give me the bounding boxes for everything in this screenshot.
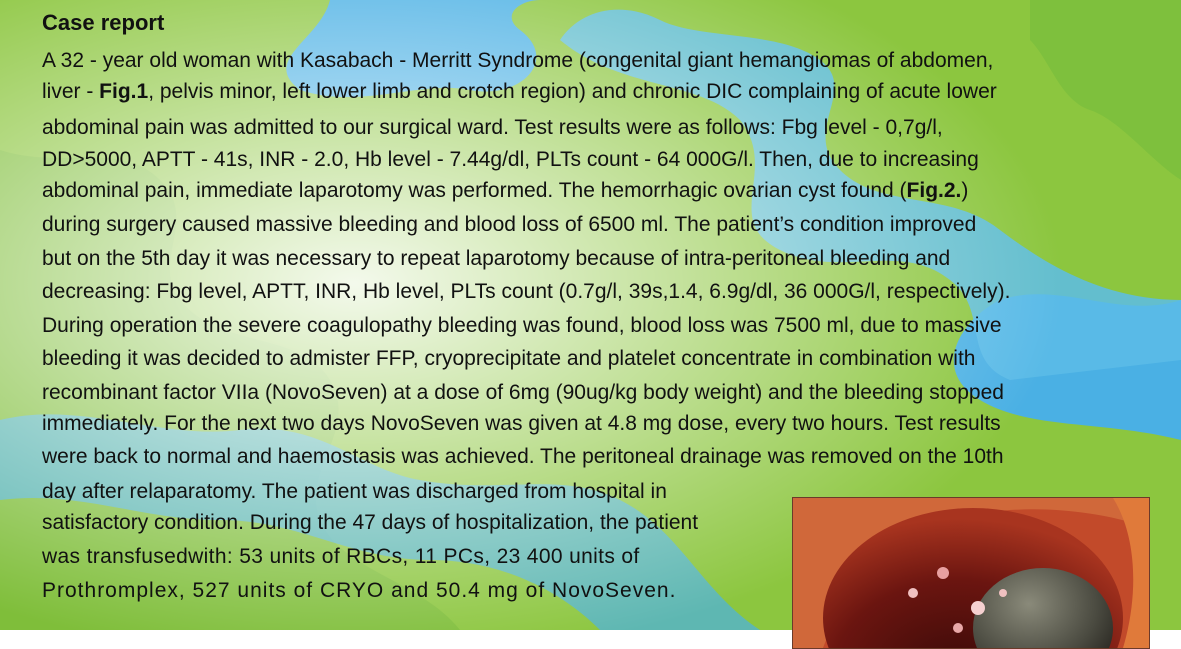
text-line: bleeding it was decided to admister FFP, cryoprecipitate and platelet concentrate in combination with <box>42 347 976 370</box>
text-line: During operation the severe coagulopathy bleeding was found, blood loss was 7500 ml, due to massive <box>42 314 1002 337</box>
text-line: but on the 5th day it was necessary to repeat laparotomy because of intra-peritoneal bleeding and <box>42 247 951 270</box>
text-line: decreasing: Fbg level, APTT, INR, Hb level, PLTs count (0.7g/l, 39s,1.4, 6.9g/dl, 36 000G/l, respectively). <box>42 280 1011 303</box>
tissue-spot <box>971 601 985 615</box>
figure-reference: Fig.2. <box>906 179 962 202</box>
text-line: abdominal pain, immediate laparotomy was performed. The hemorrhagic ovarian cyst found (Fig.2.) <box>42 179 969 202</box>
text-line: during surgery caused massive bleeding and blood loss of 6500 ml. The patient’s condition improved <box>42 213 977 236</box>
surgical-photo <box>792 497 1150 649</box>
text-line: was transfusedwith: 53 units of RBCs, 11 PCs, 23 400 units of <box>42 545 640 568</box>
tissue-spot <box>937 567 949 579</box>
text-line: recombinant factor VIIa (NovoSeven) at a dose of 6mg (90ug/kg body weight) and the bleeding stopped <box>42 381 1004 404</box>
text-line: Prothromplex, 527 units of CRYO and 50.4 mg of NovoSeven. <box>42 579 677 602</box>
section-heading: Case report <box>42 10 165 35</box>
tissue-spot <box>953 623 963 633</box>
text-line: satisfactory condition. During the 47 days of hospitalization, the patient <box>42 511 699 534</box>
figure-reference: Fig.1 <box>99 80 149 103</box>
text-line: A 32 - year old woman with Kasabach - Merritt Syndrome (congenital giant hemangiomas of abdomen, <box>42 49 994 72</box>
text-line: abdominal pain was admitted to our surgical ward. Test results were as follows: Fbg level - 0,7g/l, <box>42 116 943 139</box>
text-line: were back to normal and haemostasis was achieved. The peritoneal drainage was removed on the 10th <box>42 445 1004 468</box>
text-line: liver - Fig.1, pelvis minor, left lower limb and crotch region) and chronic DIC complaining of acute lower <box>42 80 997 103</box>
tissue-spot <box>908 588 918 598</box>
tissue-spot <box>999 589 1007 597</box>
text-line: immediately. For the next two days NovoSeven was given at 4.8 mg dose, every two hours. Test results <box>42 412 1001 435</box>
text-line: DD>5000, APTT - 41s, INR - 2.0, Hb level - 7.44g/dl, PLTs count - 64 000G/l. Then, due to increasing <box>42 148 979 171</box>
text-line: day after relaparatomy. The patient was discharged from hospital in <box>42 480 667 503</box>
